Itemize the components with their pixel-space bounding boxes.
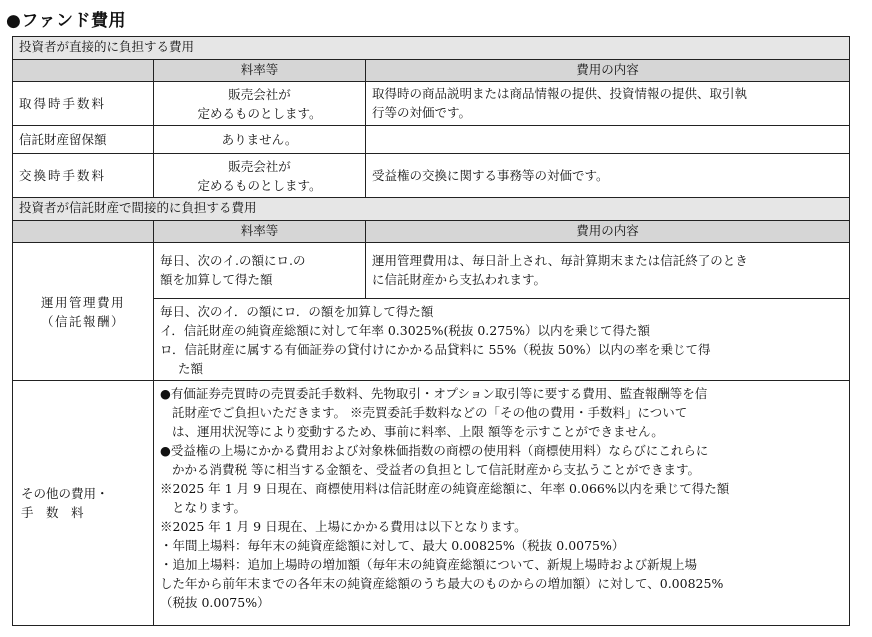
row-label-acquisition-fee: 取得時手数料: [12, 81, 154, 126]
row-content-management-fee: 運用管理費用は、毎日計上され、毎計算期末または信託終了のとき に信託財産から支払われます。: [365, 242, 850, 299]
header-content-2: 費用の内容: [365, 220, 850, 243]
row-content-other-fees: ●有価証券売買時の売買委託手数料、先物取引・オプション取引等に要する費用、監査報酬等を信 託財産でご負担いただきます。 ※売買委託手数料などの「その他の費用・手数料」について は、運用状況等により変動するため、事前に料率、上限 額等を示すことができません。 ●受益権の上場にかかる費用および対象株価指数の商標の使用料（商標使用料）ならびにこれらに かかる消費税 等に相当する金額を、受益者の負担として信託財産から支払うことができます。 ※2025 年 1 月 9 日現在、商標使用料は信託財産の純資産総額に、年率 0.066%以内を乗じて得た額 となります。 ※2025 年 1 月 9 日現在、上場にかかる費用は以下となります。 ・年間上場料：毎年末の純資産総額に対して、最大 0.00825%（税抜 0.0075%） ・追加上場料：追加上場時の増加額（毎年末の純資産総額について、新規上場時および新規上場 した年から前年末までの各年末の純資産総額のうち最大のものからの増加額）に対して、0.00825% （税抜 0.0075%）: [153, 380, 850, 626]
row-label-management-fee: 運用管理費用 （信託報酬）: [12, 242, 154, 381]
row-rate-acquisition-fee: 販売会社が 定めるものとします。: [153, 81, 366, 126]
header-blank-cell-2: [12, 220, 154, 243]
row-rate-management-fee: 毎日、次のイ.の額にロ.の 額を加算して得た額: [153, 242, 366, 299]
row-detail-management-fee: 毎日、次のイ．の額にロ．の額を加算して得た額 イ．信託財産の純資産総額に対して年率 0.3025%(税抜 0.275%）以内を乗じて得た額 ロ．信託財産に属する有価証券の貸付けにかかる品貸料に 55%（税抜 50%）以内の率を乗じて得 た額: [153, 298, 850, 381]
row-content-exchange-fee: 受益権の交換に関する事務等の対価です。: [365, 153, 850, 198]
header-content: 費用の内容: [365, 59, 850, 82]
header-blank-cell: [12, 59, 154, 82]
section-direct-title: 投資者が直接的に負担する費用: [19, 39, 195, 54]
row-content-acquisition-fee: 取得時の商品説明または商品情報の提供、投資情報の提供、取引執 行等の対価です。: [365, 81, 850, 126]
section-indirect-header: [12, 197, 850, 221]
section-direct-header: [12, 36, 850, 60]
row-rate-exchange-fee: 販売会社が 定めるものとします。: [153, 153, 366, 198]
header-rate-2: 料率等: [153, 220, 366, 243]
section-indirect-title: 投資者が信託財産で間接的に負担する費用: [19, 200, 257, 215]
header-rate: 料率等: [153, 59, 366, 82]
row-label-exchange-fee: 交換時手数料: [12, 153, 154, 198]
row-content-trust-reserve: [365, 125, 850, 154]
row-label-trust-reserve: 信託財産留保額: [12, 125, 154, 154]
page-title: ●ファンド費用: [6, 11, 126, 31]
row-rate-trust-reserve: ありません。: [153, 125, 366, 154]
row-label-other-fees: その他の費用・ 手 数 料: [12, 380, 154, 626]
